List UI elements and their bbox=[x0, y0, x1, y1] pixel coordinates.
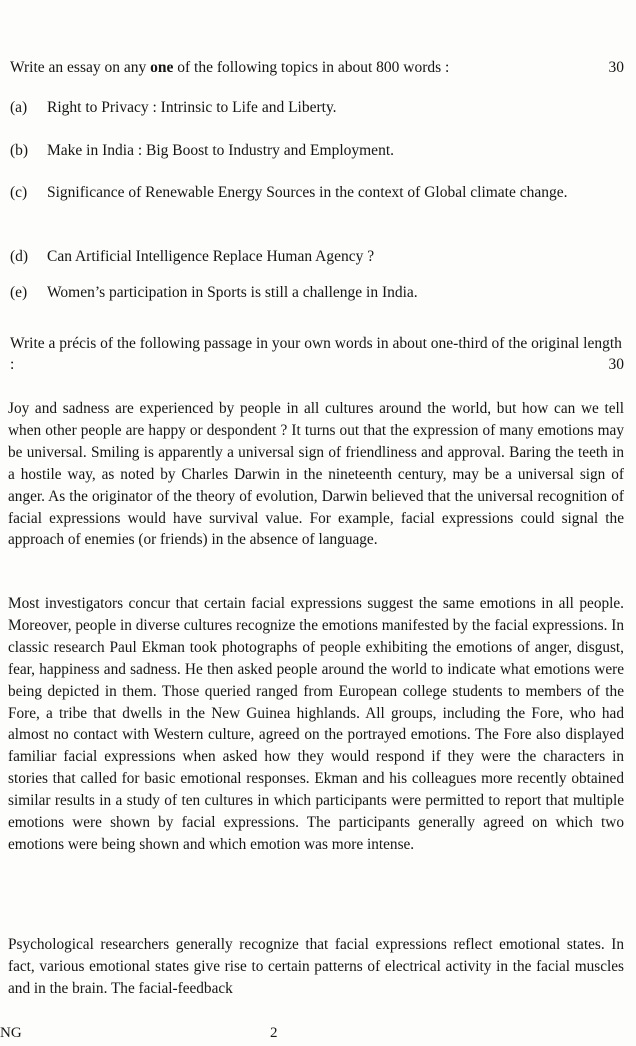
topic-text: Make in India : Big Boost to Industry and Employment. bbox=[47, 142, 394, 159]
footer-code: NG bbox=[0, 1025, 22, 1041]
topic-label: (a) bbox=[10, 99, 28, 116]
passage-paragraph-2: Most investigators concur that certain facial expressions suggest the same emotions in all people. Moreover, people in diverse cultures recognize the emotions manifested by the facial expressions. In classic research Paul Ekman took photographs of people exhibiting the emotions of anger, disgust, fear, happiness and sadness. He then asked people around the world to indicate what emotions were being depicted in them. Those queried ranged from European college students to members of the Fore, a tribe that dwells in the New Guinea highlands. All groups, including the Fore, who had almost no contact with Western culture, agreed on the portrayed emotions. The Fore also displayed familiar facial expressions when asked how they would respond if they were the characters in stories that called for basic emotional responses. Ekman and his colleagues more recently obtained similar results in a study of ten cultures in which participants were permitted to report that multiple emotions were shown by facial expressions. The participants generally agreed on which two emotions were being shown and which emotion was more intense. bbox=[8, 595, 624, 853]
topic-text: Right to Privacy : Intrinsic to Life and Liberty. bbox=[47, 99, 337, 116]
essay-question-prompt bbox=[10, 57, 624, 79]
essay-prompt-emphasis: one bbox=[150, 59, 174, 76]
essay-topic-e bbox=[10, 282, 624, 303]
precis-question-prompt bbox=[10, 333, 624, 375]
essay-topic-b bbox=[10, 140, 624, 161]
topic-label: (b) bbox=[10, 142, 29, 159]
passage-paragraph-3: Psychological researchers generally recognize that facial expressions reflect emotional states. In fact, various emotional states give rise to certain patterns of electrical activity in the facial muscles and in the brain. The facial-feedback bbox=[8, 936, 624, 997]
essay-prompt-end: of the following topics in about 800 words : bbox=[173, 59, 450, 76]
precis-prompt-text: Write a précis of the following passage in your own words in about one-third of the original length : bbox=[10, 335, 622, 373]
topic-text: Women’s participation in Sports is still a challenge in India. bbox=[47, 284, 418, 301]
topic-label: (e) bbox=[10, 284, 28, 301]
topic-text: Significance of Renewable Energy Sources in the context of Global climate change. bbox=[47, 184, 568, 201]
topic-label: (c) bbox=[10, 184, 28, 201]
passage-paragraph-1: Joy and sadness are experienced by people in all cultures around the world, but how can we tell when other people are happy or despondent ? It turns out that the expression of many emotions may be universal. Smiling is apparently a universal sign of friendliness and approval. Baring the teeth in a hostile way, as noted by Charles Darwin in the nineteenth century, may be a universal sign of anger. As the originator of the theory of evolution, Darwin believed that the universal recognition of facial expressions would have survival value. For example, facial expressions could signal the approach of enemies (or friends) in the absence of language. bbox=[8, 400, 624, 549]
essay-topic-c bbox=[10, 182, 624, 203]
topic-label: (d) bbox=[10, 248, 29, 265]
essay-prompt-start: Write an essay on any bbox=[10, 59, 151, 76]
precis-marks: 30 bbox=[608, 356, 624, 373]
essay-marks: 30 bbox=[608, 59, 624, 76]
essay-topic-d bbox=[10, 246, 624, 267]
topic-text: Can Artificial Intelligence Replace Human Agency ? bbox=[47, 248, 375, 265]
essay-topic-a bbox=[10, 97, 624, 118]
page-number: 2 bbox=[270, 1025, 278, 1041]
